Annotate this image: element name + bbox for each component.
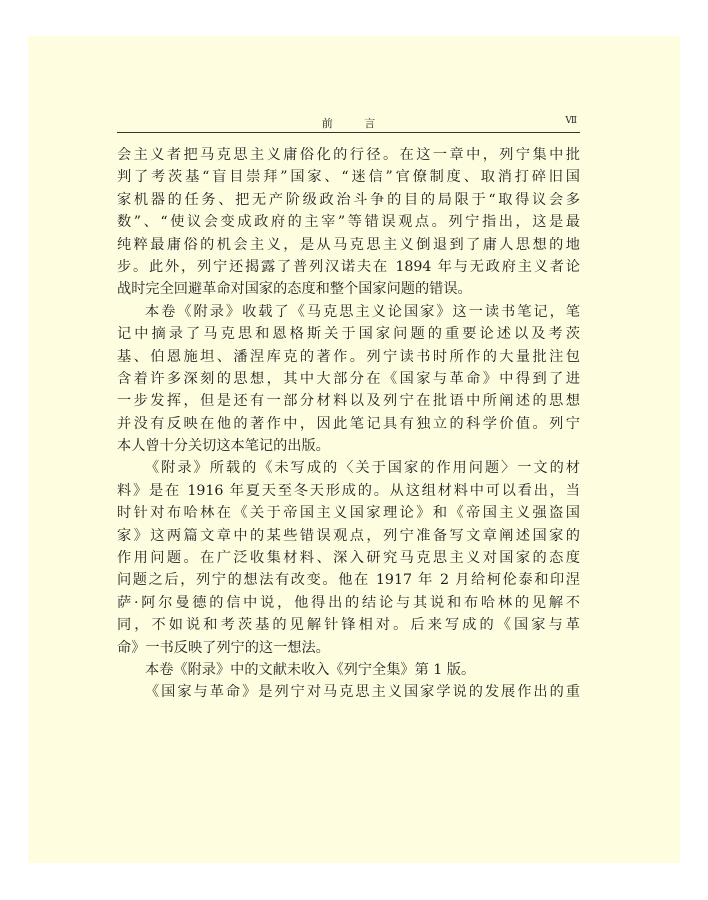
text-line: 同，不如说和考茨基的见解针锋相对。后来写成的《国家与革 xyxy=(117,617,580,634)
header-title: 前 言 xyxy=(321,117,390,130)
text-line: 数”、“使议会变成政府的主宰”等错误观点。列宁指出，这是最 xyxy=(117,214,580,231)
text-line: 纯粹最庸俗的机会主义，是从马克思主义倒退到了庸人思想的地 xyxy=(117,236,580,253)
page-number: Ⅶ xyxy=(565,116,576,126)
text-line: 《国家与革命》是列宁对马克思主义国家学说的发展作出的重 xyxy=(145,684,580,701)
body-text xyxy=(117,144,580,704)
text-line: 家》这两篇文章中的某些错误观点，列宁准备写文章阐述国家的 xyxy=(117,527,580,544)
text-line: 记中摘录了马克思和恩格斯关于国家问题的重要论述以及考茨 xyxy=(117,326,580,343)
text-line: 时针对布哈林在《关于帝国主义国家理论》和《帝国主义强盗国 xyxy=(117,505,580,522)
text-line: 含着许多深刻的思想，其中大部分在《国家与革命》中得到了进 xyxy=(117,370,580,387)
text-line: 料》是在 1916 年夏天至冬天形成的。从这组材料中可以看出，当 xyxy=(117,482,580,499)
text-line: 战时完全回避革命对国家的态度和整个国家问题的错误。 xyxy=(117,281,472,298)
text-line: 并没有反映在他的著作中，因此笔记具有独立的科学价值。列宁 xyxy=(117,415,580,432)
text-line: 家机器的任务、把无产阶级政治斗争的目的局限于“取得议会多 xyxy=(117,191,580,208)
text-line: 会主义者把马克思主义庸俗化的行径。在这一章中，列宁集中批 xyxy=(117,147,580,163)
text-line: 基、伯恩施坦、潘涅库克的著作。列宁读书时所作的大量批注包 xyxy=(117,348,580,365)
text-line: 《附录》所载的《未写成的〈关于国家的作用问题〉一文的材 xyxy=(145,460,580,477)
text-line: 作用问题。在广泛收集材料、深入研究马克思主义对国家的态度 xyxy=(117,550,580,567)
text-line: 问题之后，列宁的想法有改变。他在 1917 年 2 月给柯伦泰和印涅 xyxy=(117,572,580,589)
text-line: 步。此外，列宁还揭露了普列汉诺夫在 1894 年与无政府主义者论 xyxy=(117,258,580,275)
running-header xyxy=(117,112,580,133)
text-line: 判了考茨基“盲目崇拜”国家、“迷信”官僚制度、取消打碎旧国 xyxy=(117,169,580,186)
text-line: 本人曾十分关切这本笔记的出版。 xyxy=(117,438,330,455)
text-line: 萨·阿尔曼德的信中说，他得出的结论与其说和布哈林的见解不 xyxy=(117,594,580,611)
text-line: 命》一书反映了列宁的这一想法。 xyxy=(117,639,330,656)
text-line: 一步发挥，但是还有一部分材料以及列宁在批语中所阐述的思想 xyxy=(117,393,580,410)
text-line: 本卷《附录》中的文献未收入《列宁全集》第 1 版。 xyxy=(145,661,476,678)
text-line: 本卷《附录》收载了《马克思主义论国家》这一读书笔记，笔 xyxy=(145,303,580,320)
